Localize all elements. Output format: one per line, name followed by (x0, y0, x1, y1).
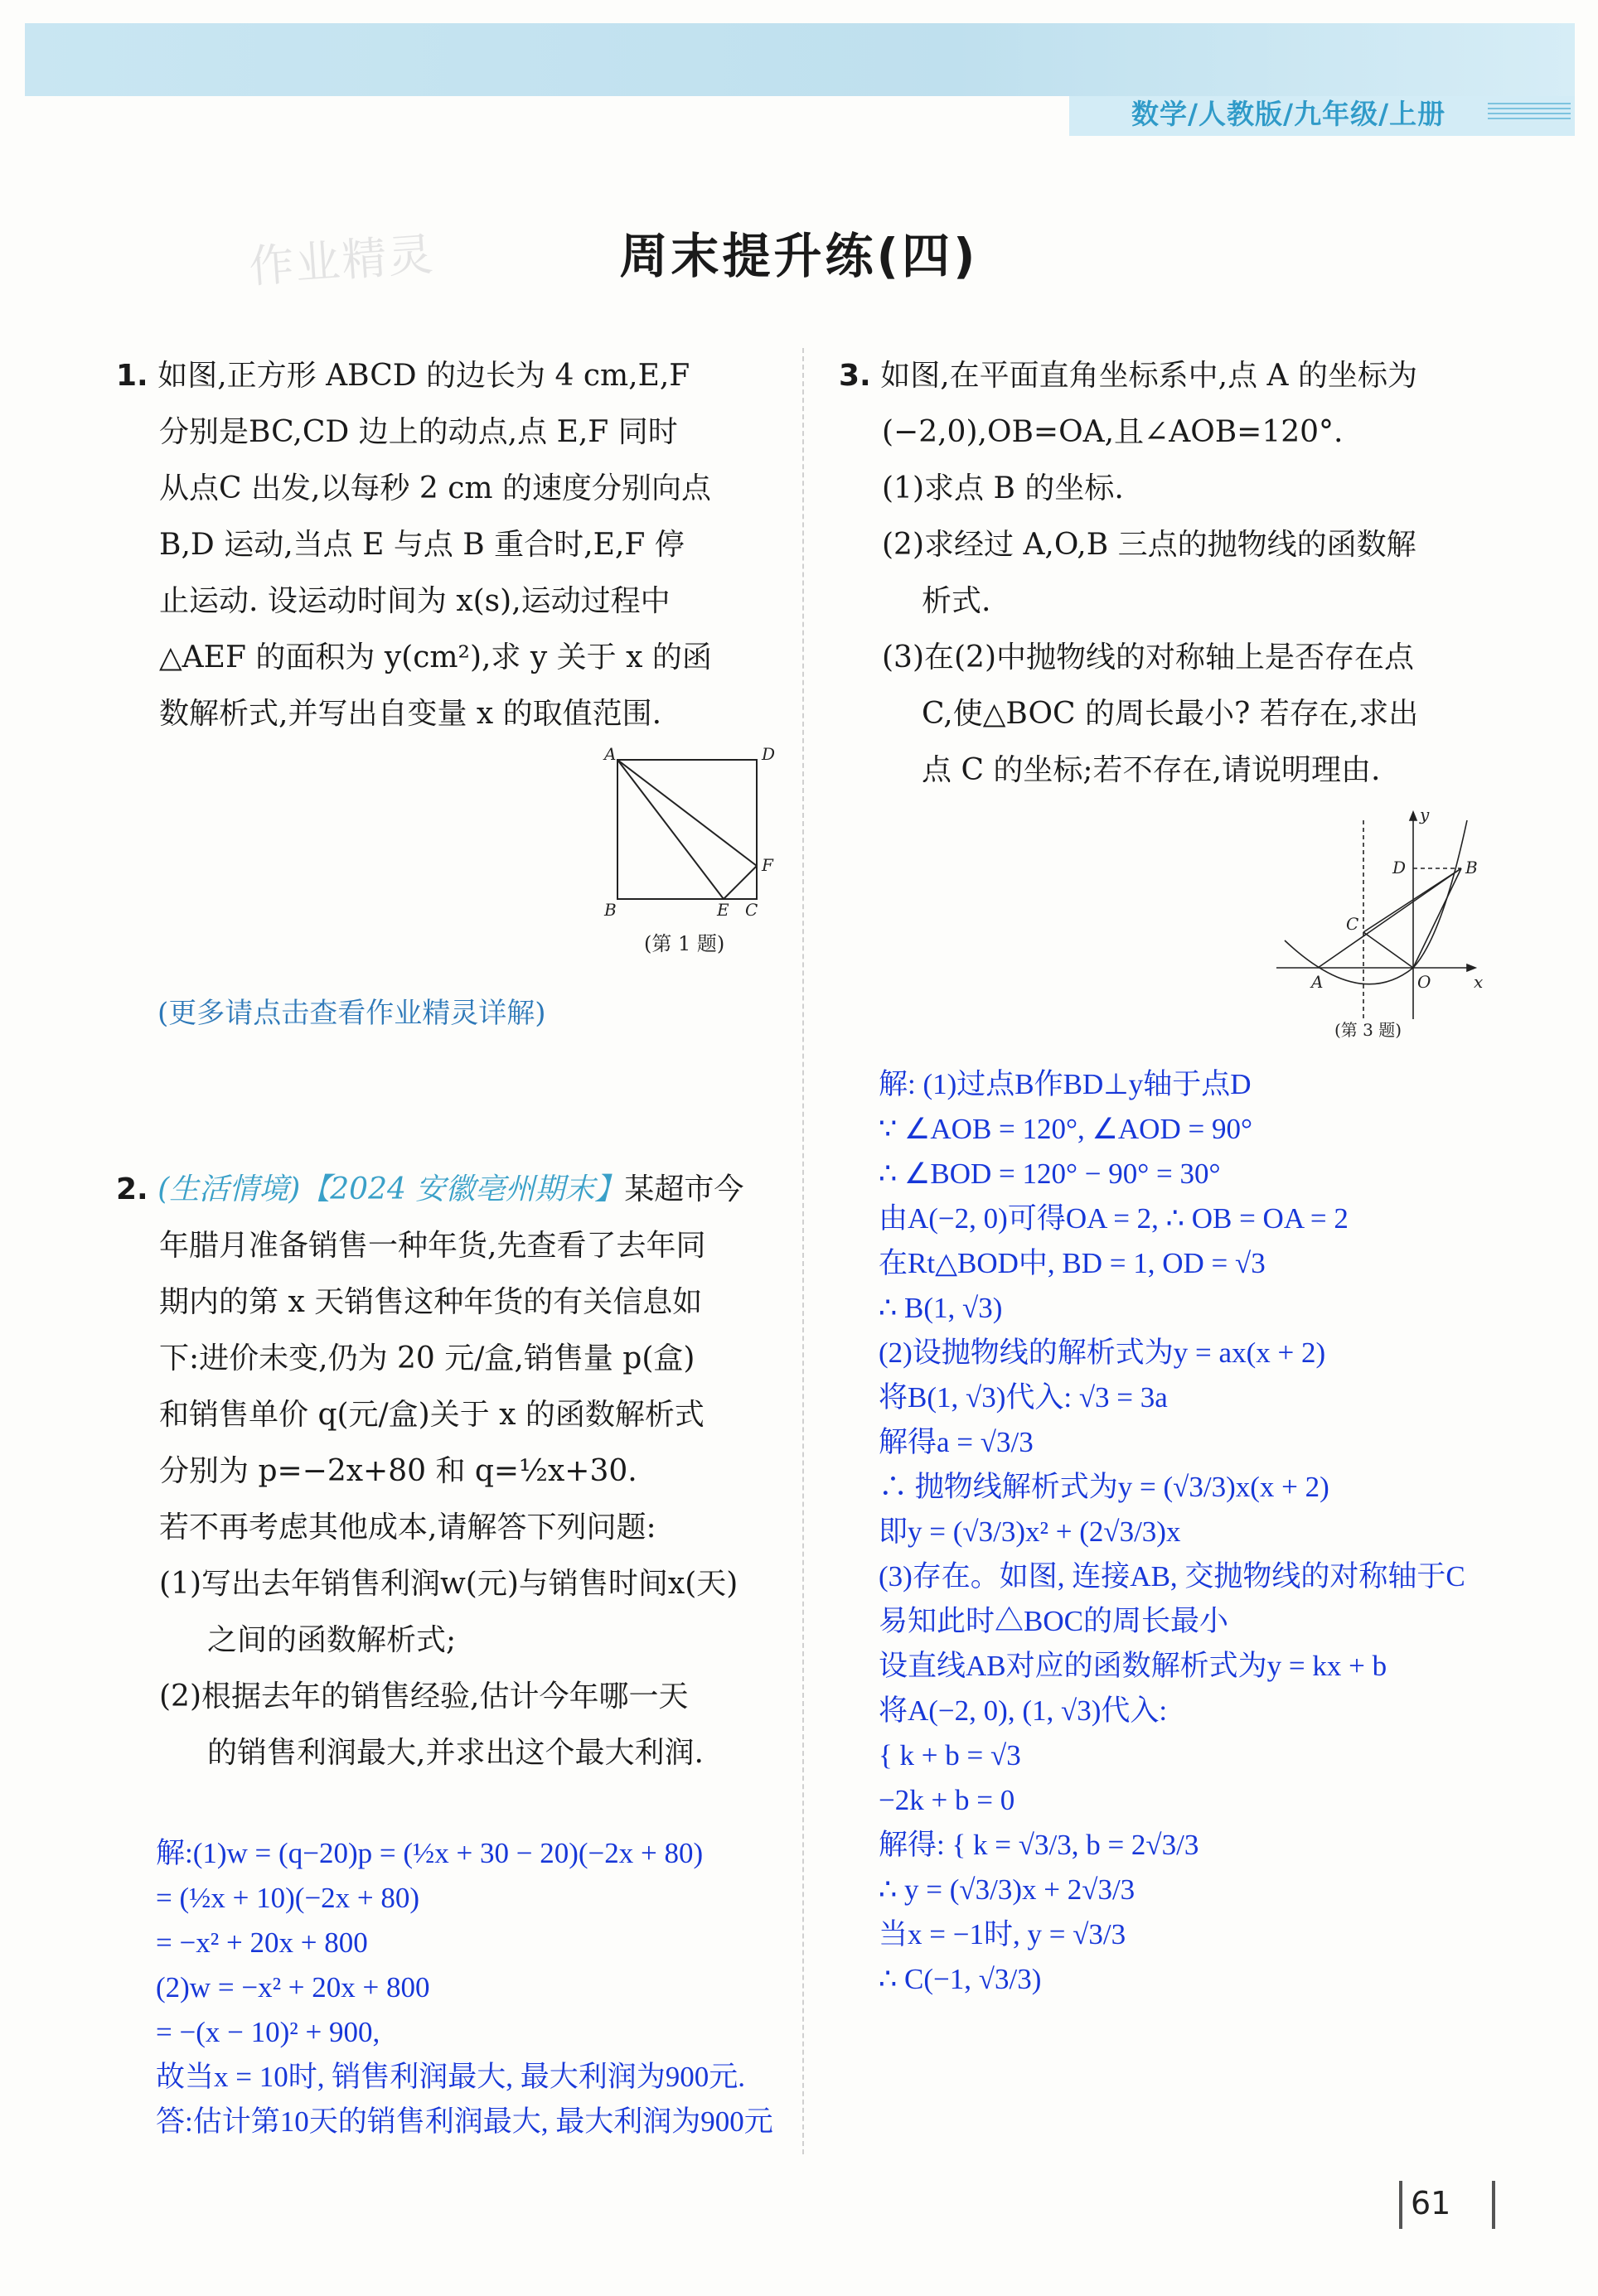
q3-solution-line: ∵ ∠AOB = 120°, ∠AOD = 90° (879, 1113, 1252, 1145)
q2-solution-line: = (½x + 10)(−2x + 80) (156, 1882, 420, 1914)
figure-3-parabola (1268, 795, 1492, 1044)
q3-solution-line: 设直线AB对应的函数解析式为y = kx + b (879, 1650, 1387, 1682)
q3-line: C,使△BOC 的周长最小? 若存在,求出 (922, 697, 1419, 731)
q3-line: 点 C 的坐标;若不存在,请说明理由. (922, 753, 1381, 787)
q2-solution-line: 故当x = 10时, 销售利润最大, 最大利润为900元. (156, 2061, 745, 2093)
q3-solution-line: 由A(−2, 0)可得OA = 2, ∴ OB = OA = 2 (879, 1202, 1349, 1235)
fig1-label-D: D (762, 744, 776, 764)
q1-line: 数解析式,并写出自变量 x 的取值范围. (159, 697, 662, 731)
q1-line: 如图,正方形 ABCD 的边长为 4 cm,E,F (157, 359, 690, 393)
q3-solution (879, 1062, 1465, 2002)
q2-solution-line: (2)w = −x² + 20x + 800 (156, 1971, 430, 2004)
page-number-bar-left (1399, 2181, 1402, 2229)
fig3-label-x: x (1474, 972, 1484, 992)
q2-solution (156, 1831, 773, 2144)
q2-solution-line: = −(x − 10)² + 900, (156, 2016, 380, 2048)
q2-line: (1)写出去年销售利润w(元)与销售时间x(天) (159, 1567, 738, 1601)
q3-solution-line: ∴ y = (√3/3)x + 2√3/3 (879, 1873, 1136, 1906)
fig3-label-D: D (1392, 858, 1407, 877)
fig3-label-y: y (1420, 805, 1430, 824)
fig3-label-C: C (1346, 914, 1359, 934)
question-2 (116, 1162, 796, 1781)
q3-solution-line: { k + b = √3 (879, 1739, 1021, 1772)
q2-first-line: 某超市今 (624, 1172, 744, 1206)
q3-solution-line: 解得a = √3/3 (879, 1426, 1034, 1458)
q1-line: 止运动. 设运动时间为 x(s),运动过程中 (159, 584, 671, 618)
q2-line: 分别为 p=−2x+80 和 q=½x+30. (159, 1454, 637, 1488)
fig3-label-A: A (1311, 972, 1324, 992)
q3-solution-line: (3)存在。如图, 连接AB, 交抛物线的对称轴于C (879, 1560, 1465, 1593)
page-number: 61 (1411, 2185, 1451, 2221)
question-3 (839, 348, 1568, 799)
q2-line: 若不再考虑其他成本,请解答下列问题: (159, 1511, 656, 1544)
q2-line: 下:进价未变,仍为 20 元/盒,销售量 p(盒) (159, 1341, 695, 1375)
fig1-label-E: E (717, 900, 729, 920)
column-divider (802, 348, 804, 2154)
q3-solution-line: 易知此时△BOC的周长最小 (879, 1605, 1228, 1637)
q3-line: 如图,在平面直角坐标系中,点 A 的坐标为 (880, 359, 1417, 393)
q2-line: 之间的函数解析式; (207, 1623, 457, 1657)
q2-line: 的销售利润最大,并求出这个最大利润. (207, 1736, 704, 1770)
q3-solution-line: 将B(1, √3)代入: √3 = 3a (879, 1381, 1168, 1414)
q1-line: 分别是BC,CD 边上的动点,点 E,F 同时 (159, 415, 678, 449)
header-band (25, 23, 1575, 96)
q2-solution-line: = −x² + 20x + 800 (156, 1926, 368, 1959)
watermark: 作业精灵 (247, 228, 437, 293)
q3-solution-line: 当x = −1时, y = √3/3 (879, 1918, 1126, 1950)
q2-solution-line: 答:估计第10天的销售利润最大, 最大利润为900元 (156, 2105, 773, 2138)
book-label: 数学/人教版/九年级/上册 (1131, 98, 1446, 130)
fig1-label-A: A (604, 744, 617, 764)
fig1-caption: (第 1 题) (644, 932, 725, 955)
page-number-bar-right (1492, 2181, 1495, 2229)
fig1-label-F: F (762, 855, 773, 875)
question-1 (116, 348, 779, 742)
q2-line: 年腊月准备销售一种年货,先查看了去年同 (159, 1229, 706, 1263)
q3-solution-line: 解: (1)过点B作BD⊥y轴于点D (879, 1068, 1252, 1100)
q1-line: B,D 运动,当点 E 与点 B 重合时,E,F 停 (159, 528, 685, 562)
q2-tag: (生活情境)【2024 安徽亳州期末】 (157, 1172, 625, 1206)
fig1-label-B: B (604, 900, 617, 920)
q1-line: 从点C 出发,以每秒 2 cm 的速度分别向点 (159, 471, 711, 505)
q3-solution-line: ∴ ∠BOD = 120° − 90° = 30° (879, 1158, 1221, 1190)
q3-solution-line: ∴ C(−1, √3/3) (879, 1963, 1042, 1995)
fig3-label-B: B (1465, 858, 1478, 877)
fig1-label-C: C (745, 900, 758, 920)
q2-number: 2. (116, 1172, 148, 1206)
q3-solution-line: 将A(−2, 0), (1, √3)代入: (879, 1694, 1168, 1727)
q2-line: 和销售单价 q(元/盒)关于 x 的函数解析式 (159, 1398, 705, 1432)
q3-solution-line: 即y = (√3/3)x² + (2√3/3)x (879, 1515, 1181, 1548)
q2-line: (2)根据去年的销售经验,估计今年哪一天 (159, 1680, 689, 1714)
header-decoration (1488, 103, 1571, 119)
q2-solution-line: 解:(1)w = (q−20)p = (½x + 30 − 20)(−2x + 80) (156, 1837, 704, 1869)
more-details-link[interactable]: (更多请点击查看作业精灵详解) (157, 997, 546, 1030)
fig3-label-O: O (1417, 972, 1431, 992)
q3-solution-line: 解得: { k = √3/3, b = 2√3/3 (879, 1829, 1199, 1861)
q3-line: (−2,0),OB=OA,且∠AOB=120°. (882, 415, 1344, 449)
q3-line: (2)求经过 A,O,B 三点的抛物线的函数解 (882, 528, 1416, 562)
figure-1-square (601, 742, 792, 957)
q3-number: 3. (839, 359, 871, 393)
q3-solution-line: ∴ B(1, √3) (879, 1292, 1003, 1324)
q1-line: △AEF 的面积为 y(cm²),求 y 关于 x 的函 (159, 640, 712, 674)
q3-line: (1)求点 B 的坐标. (882, 471, 1124, 505)
q3-solution-line: −2k + b = 0 (879, 1784, 1015, 1816)
page-title: 周末提升练(四) (619, 228, 979, 284)
q3-solution-line: (2)设抛物线的解析式为y = ax(x + 2) (879, 1337, 1326, 1369)
q3-line: 析式. (922, 584, 991, 618)
q3-line: (3)在(2)中抛物线的对称轴上是否存在点 (882, 640, 1414, 674)
q2-line: 期内的第 x 天销售这种年货的有关信息如 (159, 1285, 703, 1319)
fig3-caption: (第 3 题) (1334, 1020, 1402, 1040)
q3-solution-line: 在Rt△BOD中, BD = 1, OD = √3 (879, 1247, 1266, 1279)
q3-solution-line: ∴ 抛物线解析式为y = (√3/3)x(x + 2) (879, 1471, 1329, 1503)
q1-number: 1. (116, 359, 148, 393)
